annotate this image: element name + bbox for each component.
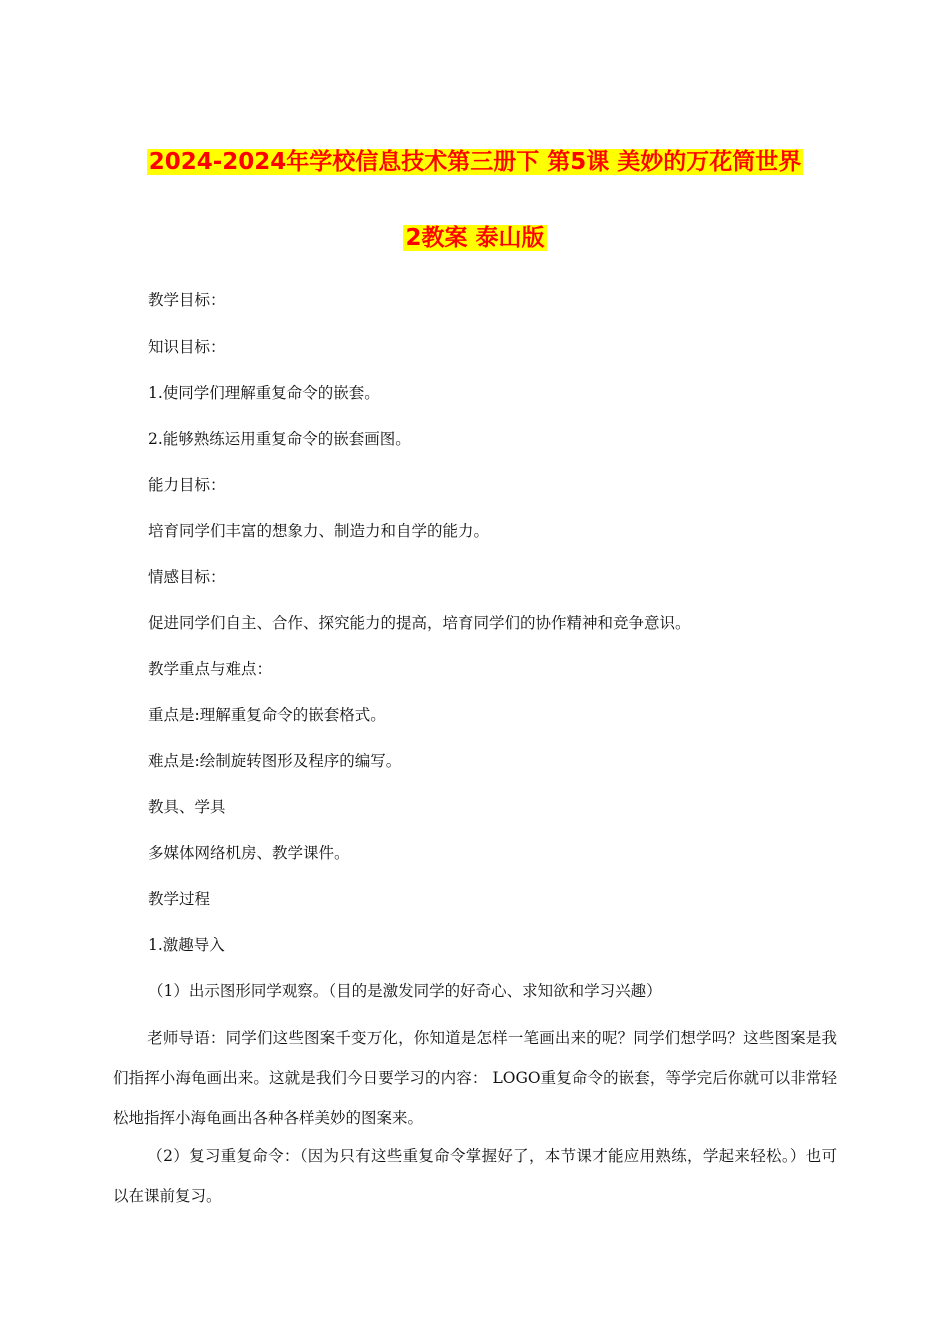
heading-teaching-goals: 教学目标： bbox=[148, 291, 226, 309]
heading-emotion-goals: 情感目标： bbox=[148, 568, 226, 586]
paragraph-line: 重点是:理解重复命令的嵌套格式。 bbox=[148, 706, 386, 724]
heading-teaching-process: 教学过程 bbox=[148, 890, 211, 908]
paragraph-text: 老师导语：同学们这些图案千变万化，你知道是怎样一笔画出来的呢？同学们想学吗？这些图案是我们指挥小海龟画出来。这就是我们今日要学习的内容： LOGO重复命令的嵌套，等学完后你就可以非常轻松地指挥小海龟画出各种各样美妙的图案来。 bbox=[113, 1029, 837, 1127]
paragraph-review bbox=[113, 1136, 837, 1216]
heading-knowledge-goals: 知识目标： bbox=[148, 338, 226, 356]
paragraph-text: （2）复习重复命令：（因为只有这些重复命令掌握好了，本节课才能应用熟练，学起来轻松。）也可以在课前复习。 bbox=[113, 1147, 837, 1205]
paragraph-line: 难点是:绘制旋转图形及程序的编写。 bbox=[148, 752, 402, 770]
paragraph-line: 多媒体网络机房、教学课件。 bbox=[148, 844, 350, 862]
paragraph-line: 促进同学们自主、合作、探究能力的提高，培育同学们的协作精神和竞争意识。 bbox=[148, 614, 691, 632]
heading-key-points: 教学重点与难点： bbox=[148, 660, 273, 678]
heading-ability-goals: 能力目标： bbox=[148, 476, 226, 494]
document-title-line-2 bbox=[0, 222, 950, 254]
heading-teaching-aids: 教具、学具 bbox=[148, 798, 226, 816]
list-item: 1.使同学们理解重复命令的嵌套。 bbox=[148, 384, 380, 402]
list-item: 2.能够熟练运用重复命令的嵌套画图。 bbox=[148, 430, 411, 448]
paragraph-line: （1）出示图形同学观察。（目的是激发同学的好奇心、求知欲和学习兴趣） bbox=[148, 982, 662, 1000]
document-title-line-1 bbox=[0, 146, 950, 178]
list-item: 1.激趣导入 bbox=[148, 936, 225, 954]
paragraph-teacher-intro bbox=[113, 1018, 837, 1138]
paragraph-line: 培育同学们丰富的想象力、制造力和自学的能力。 bbox=[148, 522, 490, 540]
title-text-1: 2024-2024年学校信息技术第三册下 第5课 美妙的万花筒世界 bbox=[148, 149, 802, 175]
title-text-2: 2教案 泰山版 bbox=[405, 225, 545, 251]
